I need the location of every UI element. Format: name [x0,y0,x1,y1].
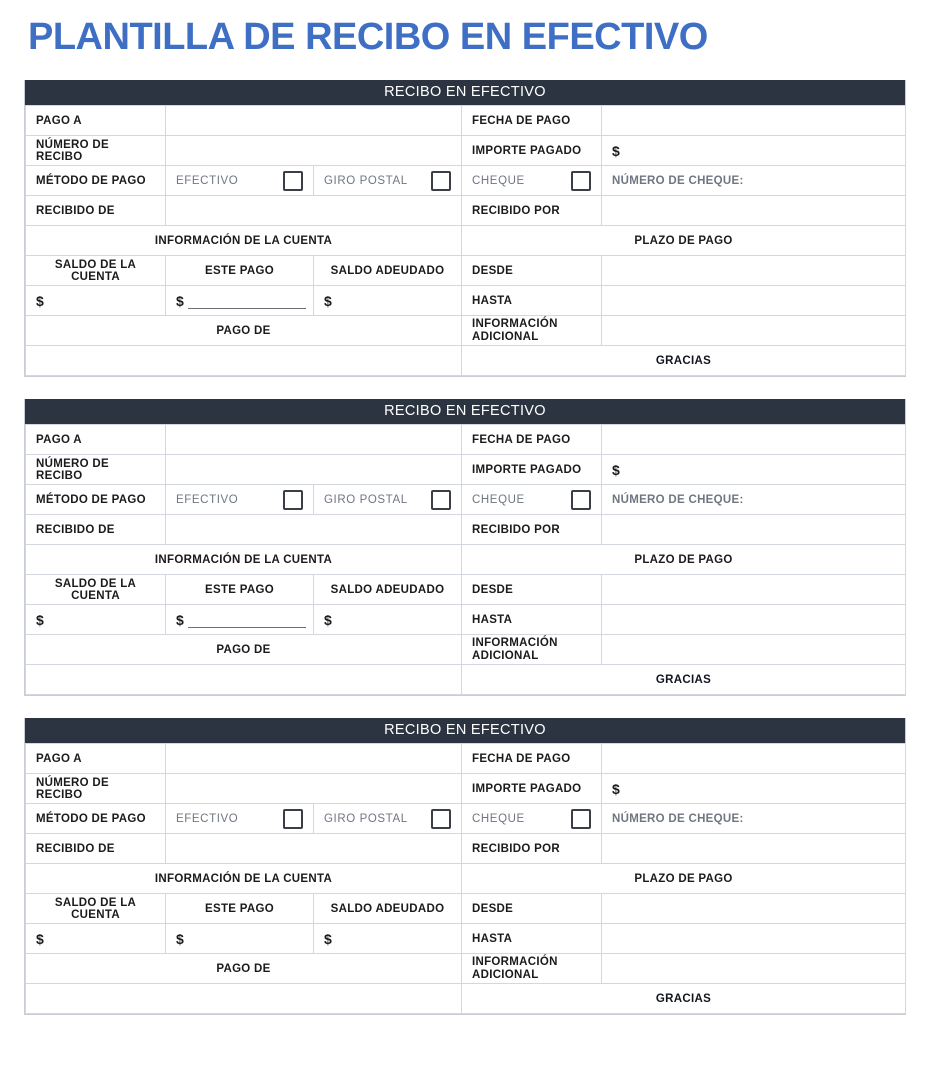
amount-rule-2 [188,615,306,628]
label-metodo-de-pago-2: MÉTODO DE PAGO [26,485,166,515]
checkbox-icon-cheque-1[interactable] [571,171,591,191]
field-pago-a-2[interactable] [166,425,462,455]
currency-symbol: $ [612,142,621,159]
currency-symbol: $ [176,611,185,628]
field-informacion-adicional-3[interactable] [602,954,906,984]
field-numero-de-recibo-1[interactable] [166,136,462,166]
field-fecha-de-pago-3[interactable] [602,744,906,774]
field-recibido-por-2[interactable] [602,515,906,545]
info-adicional-line-1: INFORMACIÓN [472,636,558,649]
checkbox-icon-efectivo-1[interactable] [283,171,303,191]
field-pago-de-2[interactable] [26,665,462,695]
option-label-giro-postal: GIRO POSTAL [324,812,408,825]
label-desde-1: DESDE [462,256,602,286]
field-recibido-de-1[interactable] [166,196,462,226]
table-row [26,136,906,166]
table-row [26,635,906,665]
field-pago-de-1[interactable] [26,346,462,376]
receipt-block-1 [24,80,906,377]
option-giro-postal-3[interactable] [314,804,462,834]
label-metodo-de-pago-1: MÉTODO DE PAGO [26,166,166,196]
field-numero-de-cheque-2[interactable]: NÚMERO DE CHEQUE: [602,485,906,515]
label-informacion-adicional-2 [462,635,602,665]
option-label-efectivo: EFECTIVO [176,493,239,506]
option-label-efectivo: EFECTIVO [176,174,239,187]
field-saldo-de-la-cuenta-1[interactable] [26,286,166,316]
currency-symbol: $ [612,780,621,797]
table-row [26,256,906,286]
checkbox-icon-cheque-2[interactable] [571,490,591,510]
currency-symbol: $ [176,292,185,309]
thank-you-banner-2: GRACIAS [462,665,906,695]
table-row [26,425,906,455]
label-numero-de-recibo-2: NÚMERO DE RECIBO [26,455,166,485]
field-desde-3[interactable] [602,894,906,924]
currency-symbol: $ [324,611,333,628]
option-cheque-2[interactable] [462,485,602,515]
label-importe-pagado-2: IMPORTE PAGADO [462,455,602,485]
option-giro-postal-2[interactable] [314,485,462,515]
table-row [26,575,906,605]
section-title-informacion-de-la-cuenta-3: INFORMACIÓN DE LA CUENTA [26,864,462,894]
column-header-saldo-adeudado-1: SALDO ADEUDADO [314,256,462,286]
field-desde-2[interactable] [602,575,906,605]
label-desde-3: DESDE [462,894,602,924]
column-header-este-pago-1: ESTE PAGO [166,256,314,286]
label-fecha-de-pago-1: FECHA DE PAGO [462,106,602,136]
checkbox-icon-efectivo-2[interactable] [283,490,303,510]
table-row [26,834,906,864]
table-row [26,545,906,575]
table-row [26,226,906,256]
table-row [26,984,906,1014]
field-numero-de-recibo-2[interactable] [166,455,462,485]
checkbox-icon-giro-postal-2[interactable] [431,490,451,510]
option-cheque-3[interactable] [462,804,602,834]
field-desde-1[interactable] [602,256,906,286]
checkbox-icon-cheque-3[interactable] [571,809,591,829]
label-recibido-por-3: RECIBIDO POR [462,834,602,864]
label-numero-de-recibo-3: NÚMERO DE RECIBO [26,774,166,804]
label-hasta-1: HASTA [462,286,602,316]
table-row [26,774,906,804]
table-row [26,346,906,376]
field-hasta-1[interactable] [602,286,906,316]
field-hasta-3[interactable] [602,924,906,954]
thank-you-banner-3: GRACIAS [462,984,906,1014]
label-importe-pagado-1: IMPORTE PAGADO [462,136,602,166]
column-header-saldo-de-la-cuenta-1: SALDO DE LA CUENTA [26,256,166,286]
thank-you-banner-1: GRACIAS [462,346,906,376]
section-title-informacion-de-la-cuenta-1: INFORMACIÓN DE LA CUENTA [26,226,462,256]
label-pago-a-2: PAGO A [26,425,166,455]
column-header-este-pago-2: ESTE PAGO [166,575,314,605]
table-row [26,864,906,894]
table-row [26,196,906,226]
field-este-pago-2[interactable] [166,605,314,635]
label-importe-pagado-3: IMPORTE PAGADO [462,774,602,804]
field-importe-pagado-3[interactable] [602,774,906,804]
field-pago-a-3[interactable] [166,744,462,774]
receipt-header-title-1: RECIBO EN EFECTIVO [25,80,905,105]
column-header-saldo-de-la-cuenta-3: SALDO DE LA CUENTA [26,894,166,924]
option-label-efectivo: EFECTIVO [176,812,239,825]
field-este-pago-1[interactable] [166,286,314,316]
label-metodo-de-pago-3: MÉTODO DE PAGO [26,804,166,834]
field-fecha-de-pago-2[interactable] [602,425,906,455]
info-adicional-line-2: ADICIONAL [472,649,539,662]
option-label-giro-postal: GIRO POSTAL [324,493,408,506]
label-recibido-de-1: RECIBIDO DE [26,196,166,226]
field-pago-a-1[interactable] [166,106,462,136]
currency-symbol: $ [324,292,333,309]
label-pago-a-1: PAGO A [26,106,166,136]
section-title-pago-de-1: PAGO DE [26,316,462,346]
section-title-pago-de-3: PAGO DE [26,954,462,984]
field-recibido-por-3[interactable] [602,834,906,864]
currency-symbol: $ [36,611,45,628]
checkbox-icon-efectivo-3[interactable] [283,809,303,829]
info-adicional-line-2: ADICIONAL [472,968,539,981]
checkbox-icon-giro-postal-3[interactable] [431,809,451,829]
table-row [26,106,906,136]
field-informacion-adicional-1[interactable] [602,316,906,346]
label-informacion-adicional-1 [462,316,602,346]
column-header-saldo-adeudado-2: SALDO ADEUDADO [314,575,462,605]
field-recibido-por-1[interactable] [602,196,906,226]
option-efectivo-3[interactable] [166,804,314,834]
table-row [26,954,906,984]
field-saldo-adeudado-3[interactable] [314,924,462,954]
field-numero-de-recibo-3[interactable] [166,774,462,804]
currency-symbol: $ [36,292,45,309]
table-row [26,286,906,316]
label-informacion-adicional-3 [462,954,602,984]
receipt-block-3 [24,718,906,1015]
field-este-pago-3[interactable] [166,924,314,954]
section-title-plazo-de-pago-2: PLAZO DE PAGO [462,545,906,575]
label-fecha-de-pago-2: FECHA DE PAGO [462,425,602,455]
table-row [26,515,906,545]
table-row [26,166,906,196]
table-row [26,485,906,515]
option-label-cheque: CHEQUE [472,174,525,187]
column-header-saldo-de-la-cuenta-2: SALDO DE LA CUENTA [26,575,166,605]
field-numero-de-cheque-3[interactable]: NÚMERO DE CHEQUE: [602,804,906,834]
option-label-cheque: CHEQUE [472,812,525,825]
label-recibido-por-1: RECIBIDO POR [462,196,602,226]
label-recibido-por-2: RECIBIDO POR [462,515,602,545]
checkbox-icon-giro-postal-1[interactable] [431,171,451,191]
table-row [26,665,906,695]
label-pago-a-3: PAGO A [26,744,166,774]
currency-symbol: $ [36,930,45,947]
field-saldo-de-la-cuenta-3[interactable] [26,924,166,954]
currency-symbol: $ [324,930,333,947]
label-desde-2: DESDE [462,575,602,605]
option-efectivo-1[interactable] [166,166,314,196]
section-title-pago-de-2: PAGO DE [26,635,462,665]
column-header-saldo-adeudado-3: SALDO ADEUDADO [314,894,462,924]
option-label-giro-postal: GIRO POSTAL [324,174,408,187]
field-saldo-adeudado-2[interactable] [314,605,462,635]
amount-rule-1 [188,296,306,309]
label-hasta-2: HASTA [462,605,602,635]
receipt-table-3 [25,743,906,1014]
field-recibido-de-3[interactable] [166,834,462,864]
field-saldo-adeudado-1[interactable] [314,286,462,316]
receipt-header-title-2: RECIBO EN EFECTIVO [25,399,905,424]
field-fecha-de-pago-1[interactable] [602,106,906,136]
table-row [26,605,906,635]
field-saldo-de-la-cuenta-2[interactable] [26,605,166,635]
section-title-plazo-de-pago-1: PLAZO DE PAGO [462,226,906,256]
page-title: PLANTILLA DE RECIBO EN EFECTIVO [28,16,708,58]
receipt-table-1 [25,105,906,376]
table-row [26,894,906,924]
receipt-block-2 [24,399,906,696]
label-numero-de-recibo-1: NÚMERO DE RECIBO [26,136,166,166]
table-row [26,316,906,346]
info-adicional-line-1: INFORMACIÓN [472,955,558,968]
field-recibido-de-2[interactable] [166,515,462,545]
option-cheque-1[interactable] [462,166,602,196]
field-importe-pagado-2[interactable] [602,455,906,485]
table-row [26,924,906,954]
field-hasta-2[interactable] [602,605,906,635]
table-row [26,804,906,834]
label-recibido-de-3: RECIBIDO DE [26,834,166,864]
field-numero-de-cheque-1[interactable]: NÚMERO DE CHEQUE: [602,166,906,196]
field-importe-pagado-1[interactable] [602,136,906,166]
receipt-table-2 [25,424,906,695]
currency-symbol: $ [612,461,621,478]
section-title-informacion-de-la-cuenta-2: INFORMACIÓN DE LA CUENTA [26,545,462,575]
info-adicional-line-1: INFORMACIÓN [472,317,558,330]
info-adicional-line-2: ADICIONAL [472,330,539,343]
option-giro-postal-1[interactable] [314,166,462,196]
receipt-header-title-3: RECIBO EN EFECTIVO [25,718,905,743]
label-recibido-de-2: RECIBIDO DE [26,515,166,545]
label-fecha-de-pago-3: FECHA DE PAGO [462,744,602,774]
option-efectivo-2[interactable] [166,485,314,515]
section-title-plazo-de-pago-3: PLAZO DE PAGO [462,864,906,894]
field-pago-de-3[interactable] [26,984,462,1014]
label-hasta-3: HASTA [462,924,602,954]
option-label-cheque: CHEQUE [472,493,525,506]
table-row [26,455,906,485]
table-row [26,744,906,774]
field-informacion-adicional-2[interactable] [602,635,906,665]
currency-symbol: $ [176,930,185,947]
column-header-este-pago-3: ESTE PAGO [166,894,314,924]
